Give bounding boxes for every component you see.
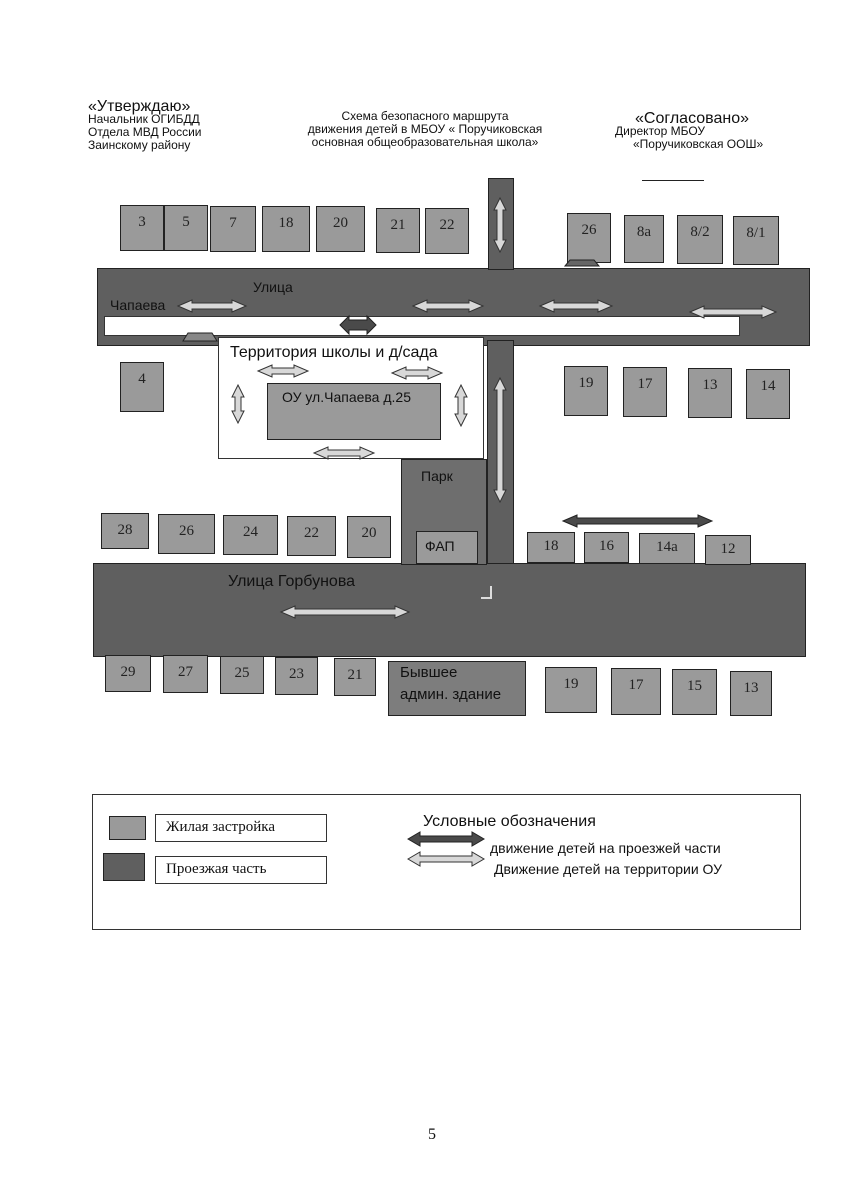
route-arrow — [281, 606, 409, 618]
route-arrow — [258, 365, 308, 377]
house: 19 — [545, 667, 597, 713]
house: 8а — [624, 215, 664, 263]
title-line: Схема безопасного маршрута — [341, 109, 509, 123]
house: 19 — [564, 366, 608, 416]
approve-line: Начальник ОГИБДД — [88, 112, 200, 126]
legend-label-roadway: Проезжая часть — [155, 856, 327, 884]
house: 22 — [425, 208, 469, 254]
legend-label-arrow-road: движение детей на проезжей части — [490, 840, 721, 856]
house: 18 — [262, 206, 310, 252]
agree-line: Директор МБОУ — [615, 124, 706, 138]
house: 13 — [730, 671, 772, 716]
title-line: движения детей в МБОУ « Поручиковская — [307, 122, 543, 136]
agree-heading: «Согласовано» — [635, 110, 749, 127]
house: 20 — [347, 516, 391, 558]
route-arrow — [563, 515, 712, 527]
route-arrow — [392, 367, 442, 379]
approve-heading: «Утверждаю» — [88, 98, 191, 115]
legend-swatch-roadway — [103, 853, 145, 881]
street-chapaeva-label: Чапаева — [110, 297, 166, 313]
fap-label: ФАП — [425, 538, 455, 554]
house: 23 — [275, 657, 318, 695]
house: 17 — [611, 668, 661, 715]
agree-line: «Поручиковская ООШ» — [633, 137, 764, 151]
house: 22 — [287, 516, 336, 556]
crossing-sign — [565, 260, 599, 266]
route-arrow — [314, 447, 374, 459]
house: 27 — [163, 655, 208, 693]
house: 3 — [120, 205, 164, 251]
legend-label-residential: Жилая застройка — [155, 814, 327, 842]
house: 20 — [316, 206, 365, 252]
school-building-label: ОУ ул.Чапаева д.25 — [282, 389, 411, 405]
approve-line: Заинскому району — [88, 138, 191, 152]
house: 16 — [584, 532, 629, 563]
house: 14а — [639, 533, 695, 564]
house: 14 — [746, 369, 790, 419]
house: 8/1 — [733, 216, 779, 265]
house: 21 — [376, 208, 420, 253]
page-number: 5 — [428, 1126, 436, 1143]
route-arrow — [690, 306, 776, 318]
route-arrow — [494, 198, 506, 252]
route-arrow — [540, 300, 612, 312]
school-territory-label: Территория школы и д/сада — [230, 344, 438, 361]
route-arrow — [455, 385, 467, 426]
legend-swatch-residential — [109, 816, 146, 840]
house: 17 — [623, 367, 667, 417]
former-admin-label: админ. здание — [400, 686, 502, 703]
house: 26 — [567, 213, 611, 263]
route-arrow — [178, 300, 246, 312]
approve-line: Отдела МВД России — [88, 125, 202, 139]
turn-arrow — [481, 586, 491, 598]
crossing-sign — [183, 333, 217, 341]
title-line: основная общеобразовательная школа» — [311, 135, 539, 149]
house: 13 — [688, 368, 732, 418]
house: 8/2 — [677, 215, 723, 264]
legend-title: Условные обозначения — [423, 813, 596, 830]
house: 21 — [334, 658, 376, 696]
route-arrow — [494, 378, 506, 502]
route-arrow — [413, 300, 483, 312]
street-gorbunova-label: Улица Горбунова — [228, 573, 356, 590]
house: 28 — [101, 513, 149, 549]
house: 25 — [220, 656, 264, 694]
former-admin-label: Бывшее — [400, 664, 458, 681]
house: 26 — [158, 514, 215, 554]
route-arrow — [340, 316, 376, 334]
house: 24 — [223, 515, 278, 555]
house: 15 — [672, 669, 717, 715]
legend-label-arrow-school: Движение детей на территории ОУ — [494, 861, 723, 877]
house: 4 — [120, 362, 164, 412]
park-label: Парк — [421, 468, 453, 484]
street-chapaeva-label: Улица — [253, 279, 293, 295]
house: 29 — [105, 655, 151, 692]
house: 7 — [210, 206, 256, 252]
house: 12 — [705, 535, 751, 565]
route-arrow — [232, 385, 244, 423]
house: 18 — [527, 532, 575, 563]
house: 5 — [164, 205, 208, 251]
